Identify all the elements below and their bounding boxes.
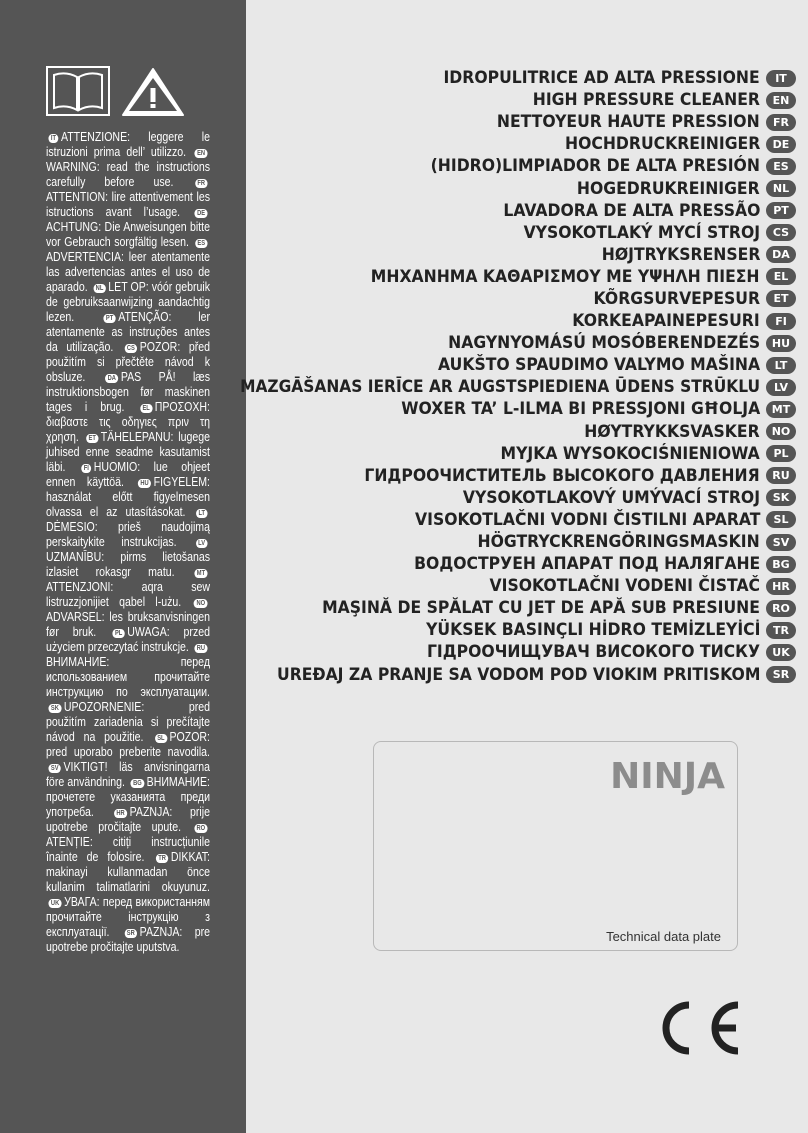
title-row-sk (236, 487, 796, 509)
product-title: ГІДРООЧИЩУВАЧ ВИСОКОГО ТИСКУ (426, 642, 760, 663)
product-title: ΜΗΧΑΝΗΜΑ ΚΑΘΑΡΙΣΜΟΥ ΜΕ ΥΨΗΛΗ ΠΙΕΣΗ (371, 266, 760, 287)
warning-text-ru: ВНИМАНИЕ: перед использованием прочитайте инструкцию по эксплуатации. (46, 654, 210, 699)
lang-code-badge: PL (766, 445, 796, 462)
lang-badge-lv: LV (196, 539, 208, 548)
product-title: HØYTRYKKSVASKER (584, 421, 760, 442)
product-title: MAŞINĂ DE SPĂLAT CU JET DE APĂ SUB PRESIUNE (322, 598, 760, 619)
lang-code-badge: RU (766, 467, 796, 484)
warning-text-it: ATTENZIONE: leggere le istruzioni prima dell’ utilizzo. (46, 129, 211, 159)
warning-text-sr: PAZNJA: pre upotrebe pročitajte uputstva. (46, 924, 210, 954)
ce-mark-icon (656, 999, 742, 1057)
warning-text-el: ΠΡΟΣΟΧΗ: διαβαστε τις οδηγιες πριν τη χρηση. (46, 399, 210, 444)
product-title: VYSOKOTLAKÝ MYCÍ STROJ (523, 222, 760, 243)
title-row-ro (236, 597, 796, 619)
lang-code-badge: ES (766, 158, 796, 175)
model-name: NINJA (610, 756, 725, 797)
warning-text-sv: VIKTIGT! läs anvisningarna före användning. (46, 759, 210, 789)
lang-code-badge: HR (766, 578, 796, 595)
title-row-sv (236, 531, 796, 553)
title-row-en (236, 89, 796, 111)
lang-badge-pl: PL (113, 629, 125, 638)
lang-badge-sl: SL (155, 734, 167, 743)
lang-code-badge: DE (766, 136, 796, 153)
product-title: HOCHDRUCKREINIGER (564, 134, 760, 155)
lang-code-badge: SV (766, 534, 796, 551)
warning-text-es: ADVERTENCIA: leer atentamente las advertencias antes el uso de aparado. (46, 249, 210, 294)
warning-text-sl: POZOR: pred uporabo preberite navodila. (46, 729, 210, 759)
lang-code-badge: FR (766, 114, 796, 131)
warning-text-block (46, 129, 210, 954)
title-row-de (236, 133, 796, 155)
lang-code-badge: UK (766, 644, 796, 661)
lang-badge-et: ET (86, 434, 98, 443)
title-row-it (236, 67, 796, 89)
product-title: MAZGĀŠANAS IERĪCE AR AUGSTSPIEDIENA ŪDENS STRŪKLU (240, 377, 760, 398)
warning-text-en: WARNING: read the instructions carefully before use. (46, 159, 210, 189)
lang-code-badge: LV (766, 379, 796, 396)
lang-badge-lt: LT (196, 509, 208, 518)
lang-code-badge: CS (766, 224, 796, 241)
lang-badge-hu: HU (138, 479, 151, 488)
title-row-el (236, 266, 796, 288)
product-title: AUKŠTO SPAUDIMO VALYMO MAŠINA (437, 355, 760, 376)
lang-code-badge: LT (766, 357, 796, 374)
product-title: KORKEAPAINEPESURI (572, 311, 760, 332)
title-row-da (236, 244, 796, 266)
lang-code-badge: NL (766, 180, 796, 197)
title-row-fr (236, 111, 796, 133)
product-title: MYJKA WYSOKOCIŚNIENIOWA (500, 443, 760, 464)
warning-text-tr: DIKKAT: makinayi kullanmadan önce kullanim talimatlarini okuyunuz. (46, 849, 210, 894)
left-panel (0, 0, 246, 1133)
lang-badge-fi: FI (81, 464, 91, 473)
lang-badge-ru: RU (194, 644, 207, 653)
warning-text-pl: UWAGA: przed użyciem przeczytać instrukcje. (46, 624, 210, 654)
lang-code-badge: SR (766, 666, 796, 683)
product-title: HÖGTRYCKRENGÖRINGSMASKIN (477, 532, 760, 553)
warning-text-bg: ВНИМАНИЕ: прочетете указанията преди употреба. (46, 774, 210, 819)
product-title: HØJTRYKSRENSER (601, 244, 760, 265)
title-row-sl (236, 509, 796, 531)
title-row-fi (236, 310, 796, 332)
lang-badge-hr: HR (114, 809, 127, 818)
product-title: WOXER TA’ L-ILMA BI PRESSJONI GĦOLJA (400, 399, 760, 420)
warning-text-lt: DĖMESIO: prieš naudojimą perskaitykite instrukcijas. (46, 519, 210, 549)
product-title: KÕRGSURVEPESUR (593, 288, 760, 309)
lang-badge-mt: MT (194, 569, 207, 578)
warning-text-sk: UPOZORNENIE: pred použitím zariadenia si prečítajte návod na použitie. (46, 699, 210, 744)
lang-badge-no: NO (194, 599, 208, 608)
warning-text-no: ADVARSEL: les bruksanvisningen før bruk. (46, 609, 210, 639)
title-row-bg (236, 553, 796, 575)
warning-triangle-icon (123, 69, 183, 115)
lang-badge-el: EL (140, 404, 152, 413)
title-row-hu (236, 332, 796, 354)
lang-badge-pt: PT (103, 314, 115, 323)
lang-code-badge: NO (766, 423, 796, 440)
title-row-et (236, 288, 796, 310)
title-row-nl (236, 177, 796, 199)
lang-code-badge: HU (766, 335, 796, 352)
lang-code-badge: MT (766, 401, 796, 418)
product-title: HOGEDRUKREINIGER (577, 178, 760, 199)
lang-badge-tr: TR (156, 854, 169, 863)
product-title: VISOKOTLAČNI VODENI ČISTAČ (489, 576, 760, 597)
lang-code-badge: EL (766, 268, 796, 285)
product-title: VISOKOTLAČNI VODNI ČISTILNI APARAT (414, 509, 760, 530)
lang-badge-uk: UK (48, 899, 61, 908)
lang-code-badge: IT (766, 70, 796, 87)
product-title: ГИДРООЧИСТИТЕЛЬ ВЫСОКОГО ДАВЛЕНИЯ (364, 465, 760, 486)
lang-badge-cs: CS (124, 344, 137, 353)
title-row-sr (236, 664, 796, 686)
title-row-no (236, 421, 796, 443)
warning-text-lv: UZMANĪBU: pirms lietošanas izlasiet rokasgr matu. (46, 549, 210, 579)
lang-code-badge: ET (766, 290, 796, 307)
warning-text-de: ACHTUNG: Die Anweisungen bitte vor Gebrauch sorgfältig lesen. (46, 219, 210, 249)
read-manual-icon (47, 67, 109, 115)
warning-text-fr: ATTENTION: lire attentivement les istructions avant l’usage. (46, 189, 210, 219)
title-row-hr (236, 575, 796, 597)
product-title: YÜKSEK BASINÇLI HİDRO TEMİZLEYİCİ (425, 620, 760, 641)
lang-badge-bg: BG (131, 779, 145, 788)
lang-code-badge: RO (766, 600, 796, 617)
warning-text-da: PAS PÅ! læs instruktionsbogen før maskinen tages i brug. (46, 369, 210, 414)
product-title: NETTOYEUR HAUTE PRESSION (497, 112, 760, 133)
product-title: UREĐAJ ZA PRANJE SA VODOM POD VIOKIM PRITISKOM (276, 664, 760, 685)
title-row-pl (236, 443, 796, 465)
warning-text-nl: LET OP: vóór gebruik de gebruiksaanwijzing aandachtig lezen. (46, 279, 210, 324)
product-title-list (236, 67, 796, 686)
lang-code-badge: DA (766, 246, 796, 263)
title-row-ru (236, 465, 796, 487)
lang-code-badge: BG (766, 556, 796, 573)
warning-text-cs: POZOR: před použitím si přečtěte návod k obsluze. (46, 339, 210, 384)
warning-text-et: TÄHELEPANU: lugege juhised enne seadme kasutamist läbi. (46, 429, 210, 474)
lang-badge-de: DE (195, 209, 208, 218)
product-title: HIGH PRESSURE CLEANER (532, 90, 760, 111)
warning-text-hu: FIGYELEM: használat előtt figyelmesen olvassa el az utasításokat. (46, 474, 210, 519)
warning-text-fi: HUOMIO: lue ohjeet ennen käyttöä. (46, 459, 210, 489)
title-row-lt (236, 354, 796, 376)
title-row-es (236, 155, 796, 177)
lang-badge-nl: NL (93, 284, 106, 293)
lang-badge-sv: SV (48, 764, 61, 773)
title-row-tr (236, 619, 796, 641)
lang-code-badge: FI (766, 313, 796, 330)
lang-badge-da: DA (105, 374, 118, 383)
lang-badge-en: EN (195, 149, 208, 158)
lang-badge-fr: FR (195, 179, 208, 188)
lang-code-badge: PT (766, 202, 796, 219)
lang-code-badge: SL (766, 511, 796, 528)
lang-badge-es: ES (195, 239, 208, 248)
product-title: ВОДОСТРУЕН АПАРАТ ПОД НАЛЯГАНЕ (413, 554, 760, 575)
warning-text-uk: УВАГА: перед використанням прочитайте інструкцію з експлуатації. (46, 894, 210, 939)
warning-text-mt: ATTENZJONI: aqra sew listruzzjonijiet qabel l-użu. (46, 579, 210, 609)
lang-badge-sr: SR (124, 929, 137, 938)
technical-data-plate (373, 741, 738, 951)
title-row-cs (236, 222, 796, 244)
lang-badge-ro: RO (194, 824, 208, 833)
title-row-pt (236, 200, 796, 222)
lang-code-badge: TR (766, 622, 796, 639)
product-title: VYSOKOTLAKOVÝ UMÝVACÍ STROJ (462, 487, 760, 508)
title-row-uk (236, 641, 796, 663)
product-title: NAGYNYOMÁSÚ MOSÓBERENDEZÉS (447, 333, 760, 354)
title-row-lv (236, 376, 796, 398)
title-row-mt (236, 398, 796, 420)
product-title: LAVADORA DE ALTA PRESSÃO (502, 200, 760, 221)
lang-code-badge: EN (766, 92, 796, 109)
product-title: IDROPULITRICE AD ALTA PRESSIONE (443, 68, 760, 89)
warning-text-pt: ATENÇÃO: ler atentamente as instruções antes da utilização. (46, 309, 210, 354)
lang-code-badge: SK (766, 489, 796, 506)
warning-text-ro: ATENȚIE: citiți instrucțiunile înainte de folosire. (46, 834, 210, 864)
warning-icons (46, 66, 186, 118)
lang-badge-sk: SK (48, 704, 61, 713)
warning-text-hr: PAZNJA: prije upotrebe pročitajte upute. (46, 804, 210, 834)
plate-label: Technical data plate (606, 929, 721, 944)
product-title: (HIDRO)LIMPIADOR DE ALTA PRESIÓN (430, 156, 760, 177)
lang-badge-it: IT (48, 134, 58, 143)
